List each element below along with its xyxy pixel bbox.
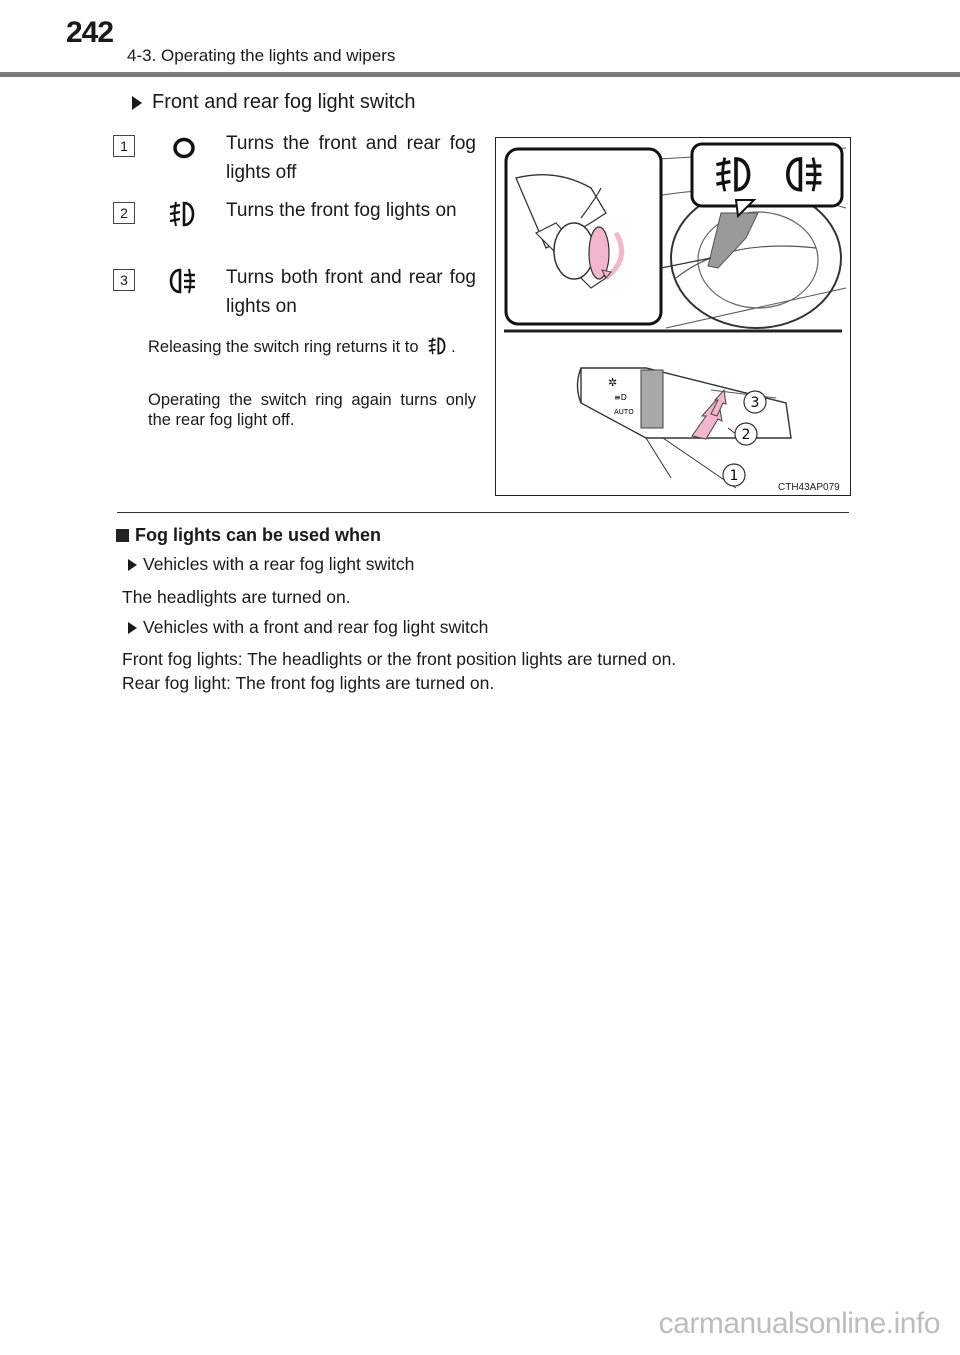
front-rear-text-line1: Front fog lights: The headlights or the front position lights are turned on. xyxy=(122,649,677,669)
svg-text:≡D: ≡D xyxy=(614,393,627,402)
figure-callout-2: 2 xyxy=(741,427,751,443)
triangle-bullet-icon xyxy=(128,559,137,571)
item-text-1: Turns the front and rear fog lights off xyxy=(226,133,476,183)
section-divider xyxy=(117,512,849,513)
item-number-1: 1 xyxy=(113,135,135,157)
rear-switch-heading: Vehicles with a rear fog light switch xyxy=(128,554,414,575)
watermark: carmanualsonline.info xyxy=(658,1307,940,1340)
section-heading-text: Front and rear fog light switch xyxy=(152,91,416,113)
front-fog-light-icon xyxy=(423,335,451,357)
page-number: 242 xyxy=(66,16,114,49)
square-bullet-icon xyxy=(116,529,129,542)
svg-text:AUTO: AUTO xyxy=(614,408,634,416)
rear-fog-light-icon xyxy=(164,265,200,297)
front-fog-light-icon xyxy=(164,198,200,230)
note-again: Operating the switch ring again turns only the rear fog light off. xyxy=(148,391,476,429)
front-rear-switch-heading: Vehicles with a front and rear fog light switch xyxy=(128,617,488,638)
figure-callout-1: 1 xyxy=(729,468,739,484)
fog-switch-illustration xyxy=(495,137,851,496)
figure-callout-3: 3 xyxy=(750,395,760,411)
item-text-3: Turns both front and rear fog lights on xyxy=(226,267,476,317)
triangle-bullet-icon xyxy=(132,96,142,110)
figure-code: CTH43AP079 xyxy=(778,482,840,493)
front-rear-text-line2: Rear fog light: The front fog lights are turned on. xyxy=(122,673,495,693)
note-release: Releasing the switch ring returns it to . xyxy=(148,335,476,357)
section-heading xyxy=(132,91,415,114)
triangle-bullet-icon xyxy=(128,622,137,634)
item-number-2: 2 xyxy=(113,202,135,224)
svg-text:✲: ✲ xyxy=(608,376,618,389)
fog-light-off-icon xyxy=(166,132,202,164)
header-rule xyxy=(0,72,960,77)
item-text-2: Turns the front fog lights on xyxy=(226,200,457,221)
header-title: 4-3. Operating the lights and wipers xyxy=(127,46,396,65)
conditions-heading: Fog lights can be used when xyxy=(116,525,381,546)
rear-switch-text: The headlights are turned on. xyxy=(122,587,351,607)
item-number-3: 3 xyxy=(113,269,135,291)
